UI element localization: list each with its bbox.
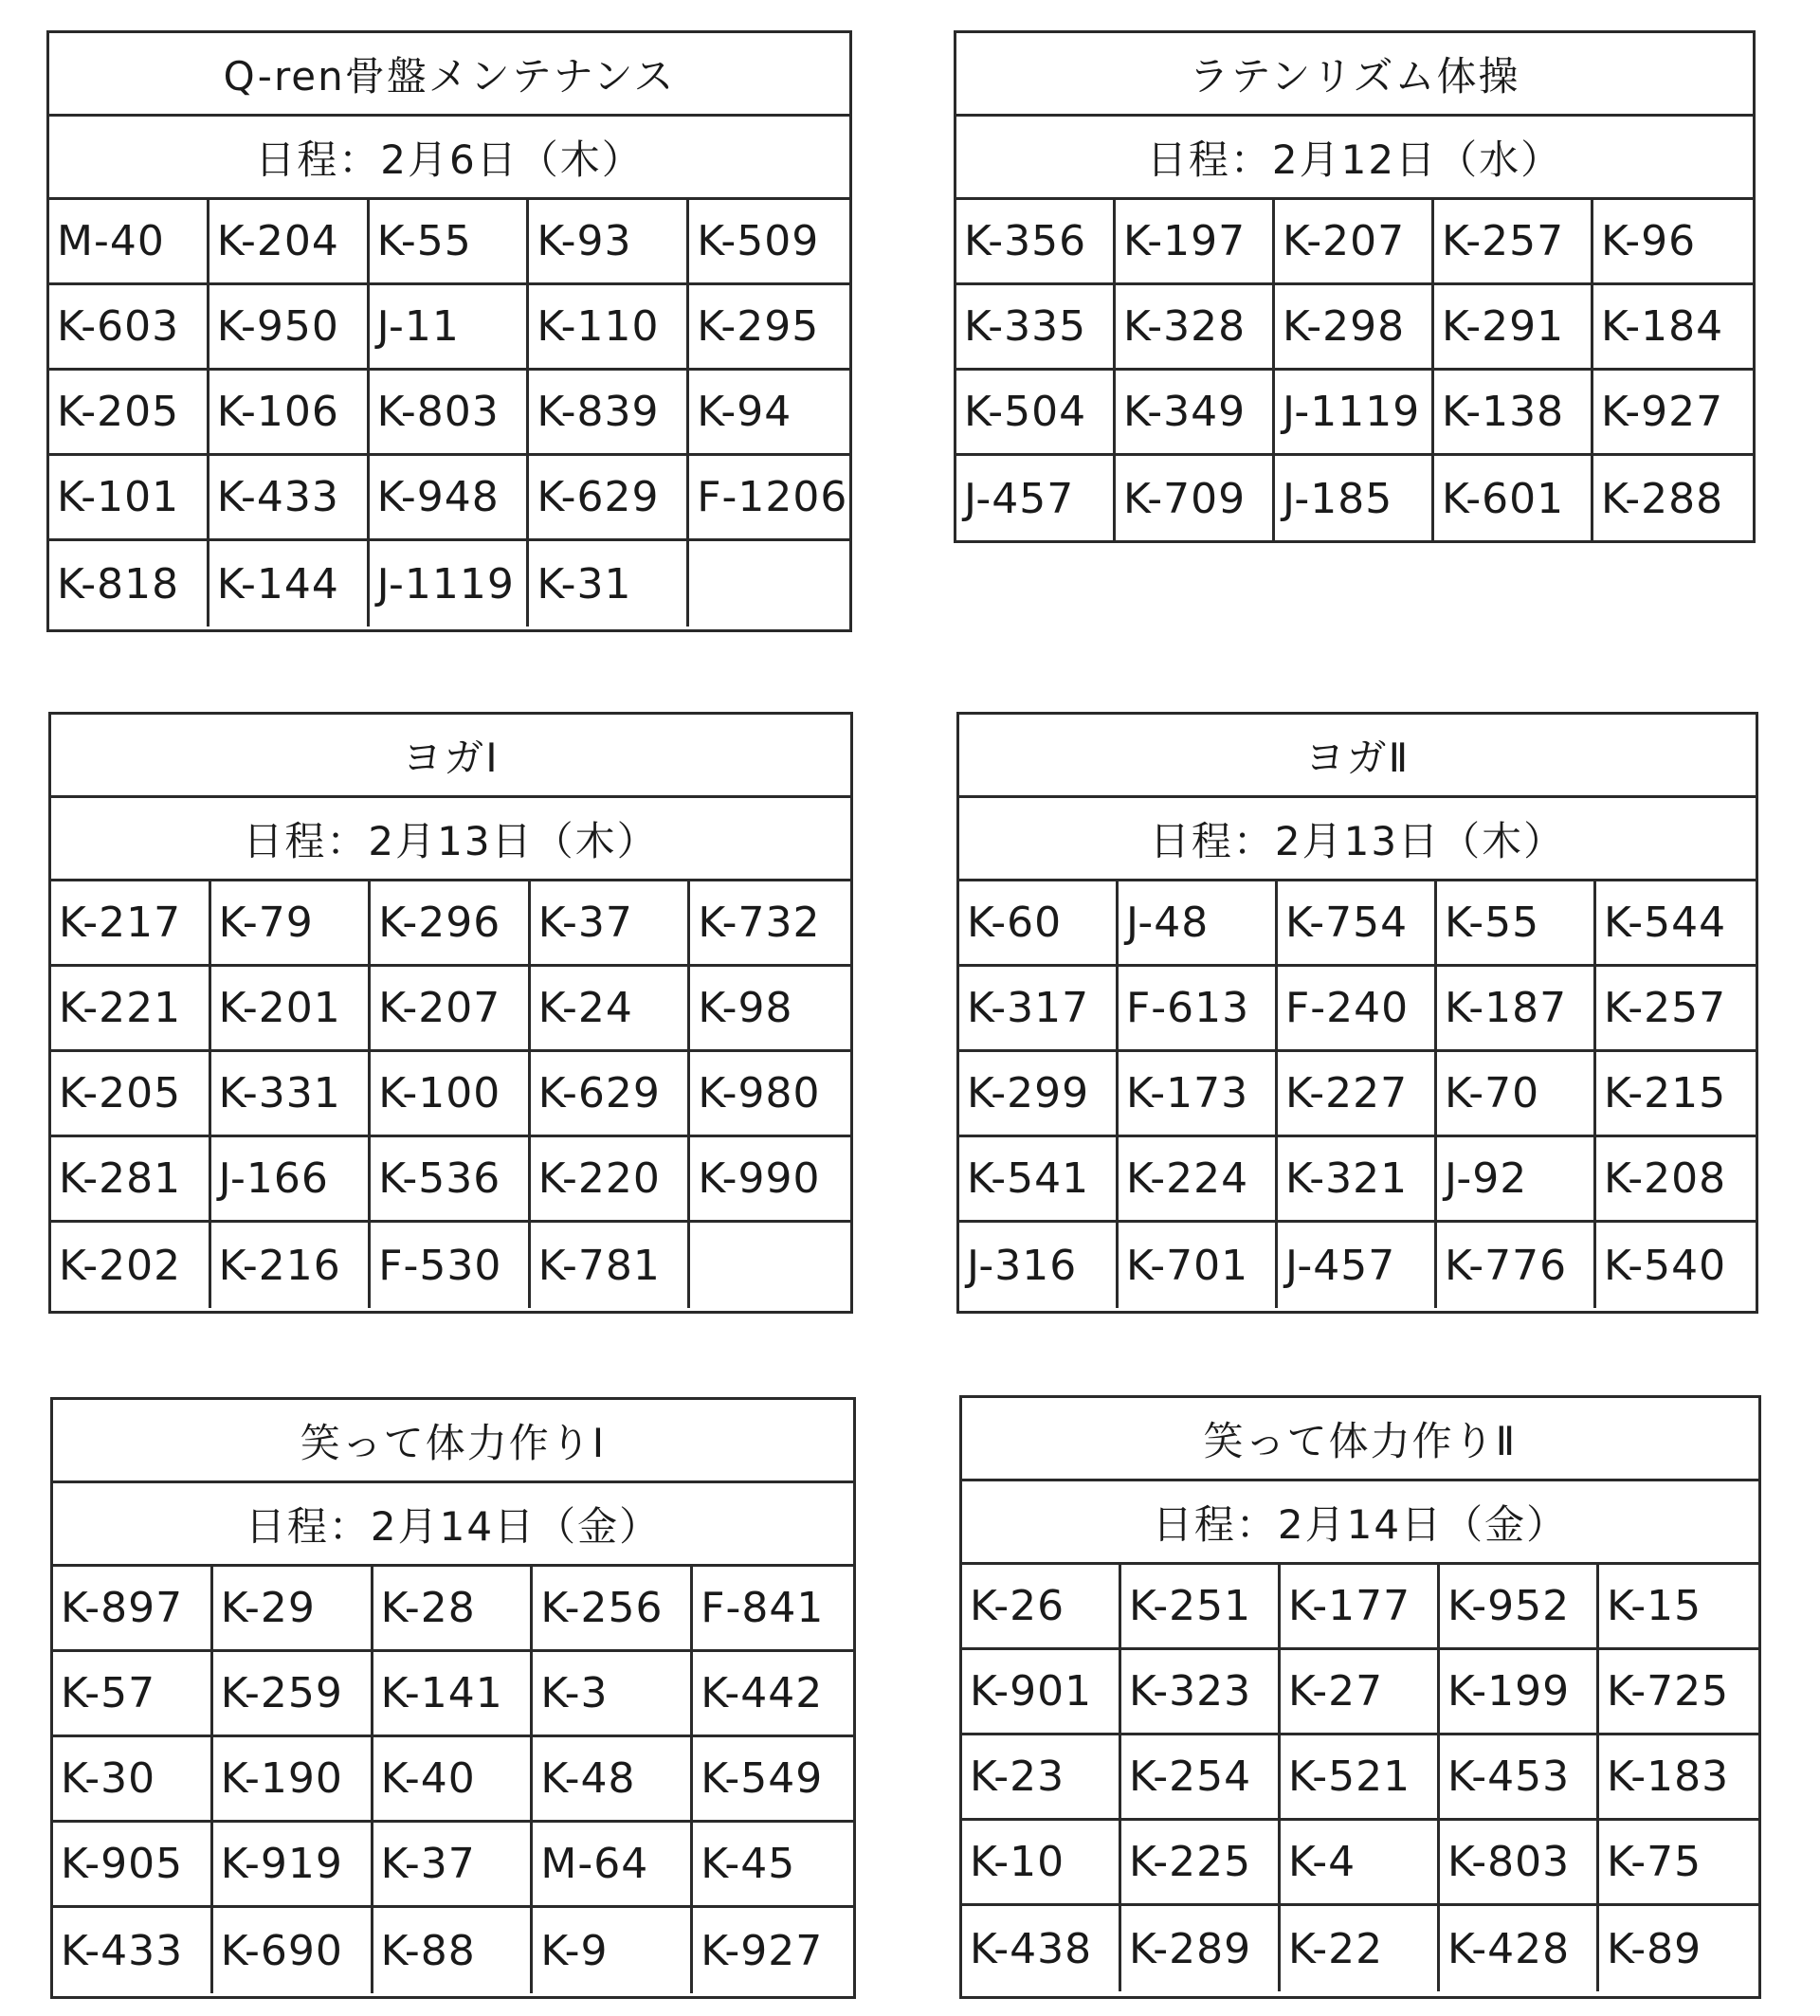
table-cell: K-70: [1437, 1052, 1596, 1137]
id-grid: [962, 1565, 1758, 1991]
table-cell: J-457: [956, 456, 1116, 541]
table-cell: K-187: [1437, 967, 1596, 1052]
table-cell: K-299: [959, 1052, 1119, 1137]
table-cell: F-240: [1278, 967, 1437, 1052]
table-cell: K-323: [1121, 1650, 1281, 1735]
table-cell: K-781: [531, 1223, 691, 1308]
table-cell: K-709: [1116, 456, 1275, 541]
schedule-table-latin-rhythm: [954, 30, 1756, 543]
table-cell: J-11: [370, 285, 530, 371]
table-cell: K-331: [211, 1052, 372, 1137]
table-cell: F-613: [1119, 967, 1278, 1052]
id-grid: [49, 200, 849, 627]
table-cell: K-4: [1281, 1821, 1440, 1906]
table-cell: K-55: [1437, 881, 1596, 967]
table-cell: K-40: [373, 1737, 534, 1823]
table-cell: K-725: [1599, 1650, 1758, 1735]
table-cell: K-216: [211, 1223, 372, 1308]
table-cell: K-205: [49, 371, 209, 456]
table-cell: K-521: [1281, 1735, 1440, 1821]
table-cell: K-433: [209, 456, 370, 541]
table-cell: K-629: [531, 1052, 691, 1137]
table-cell: J-166: [211, 1137, 372, 1223]
table-cell: K-288: [1601, 474, 1724, 523]
table-cell: K-48: [533, 1737, 693, 1823]
table-cell: K-204: [209, 200, 370, 285]
table-cell: K-544: [1596, 881, 1756, 967]
table-cell: K-60: [959, 881, 1119, 967]
schedule-table-laugh-fitness-2: [959, 1395, 1761, 1999]
table-schedule: 日程：2月14日（金）: [53, 1483, 853, 1567]
table-cell: K-927: [701, 1926, 824, 1975]
table-cell: K-31: [529, 541, 689, 627]
table-cell: K-89: [1607, 1924, 1702, 1973]
table-cell: K-96: [1593, 200, 1753, 285]
table-cell: K-37: [531, 881, 691, 967]
table-cell: K-220: [531, 1137, 691, 1223]
table-cell: K-197: [1116, 200, 1275, 285]
table-cell: [690, 1223, 850, 1308]
table-cell: K-138: [1434, 371, 1593, 456]
schedule-table-laugh-fitness-1: [50, 1397, 856, 1999]
table-cell: K-919: [213, 1823, 373, 1908]
table-cell: K-927: [1593, 371, 1753, 456]
table-cell: K-30: [53, 1737, 213, 1823]
table-cell: F-1206: [689, 456, 849, 541]
table-cell: K-980: [690, 1052, 850, 1137]
table-cell: K-227: [1278, 1052, 1437, 1137]
table-cell: K-184: [1593, 285, 1753, 371]
table-cell: K-839: [529, 371, 689, 456]
table-cell: K-3: [533, 1652, 693, 1737]
table-cell: K-23: [962, 1735, 1121, 1821]
table-cell: K-26: [962, 1565, 1121, 1650]
table-cell: K-100: [371, 1052, 531, 1137]
table-cell: K-202: [51, 1223, 211, 1308]
table-cell: K-10: [962, 1821, 1121, 1906]
table-title: Q-ren骨盤メンテナンス: [49, 33, 849, 117]
table-cell: K-225: [1121, 1821, 1281, 1906]
table-cell: K-952: [1440, 1565, 1599, 1650]
table-cell: K-291: [1434, 285, 1593, 371]
table-cell: K-321: [1278, 1137, 1437, 1223]
schedule-table-yoga-2: [956, 712, 1758, 1314]
table-cell: K-15: [1599, 1565, 1758, 1650]
table-cell: K-950: [209, 285, 370, 371]
table-cell: K-540: [1604, 1241, 1727, 1290]
table-cell: K-256: [533, 1567, 693, 1652]
table-cell: J-92: [1437, 1137, 1596, 1223]
schedule-table-qren: [46, 30, 852, 632]
table-cell: K-177: [1281, 1565, 1440, 1650]
table-title: 笑って体力作りⅠ: [53, 1400, 853, 1483]
table-schedule: 日程：2月13日（木）: [959, 798, 1756, 881]
table-cell: K-295: [689, 285, 849, 371]
table-cell: K-221: [51, 967, 211, 1052]
table-schedule: 日程：2月14日（金）: [962, 1481, 1758, 1565]
table-schedule: 日程：2月6日（木）: [49, 117, 849, 200]
table-cell: K-442: [693, 1652, 853, 1737]
table-cell: K-541: [959, 1137, 1119, 1223]
table-cell: K-254: [1121, 1735, 1281, 1821]
table-cell: K-207: [371, 967, 531, 1052]
table-cell: K-601: [1434, 456, 1593, 541]
table-cell: K-94: [689, 371, 849, 456]
table-schedule: 日程：2月13日（木）: [51, 798, 850, 881]
table-title: 笑って体力作りⅡ: [962, 1398, 1758, 1481]
table-cell: K-453: [1440, 1735, 1599, 1821]
table-cell: K-110: [529, 285, 689, 371]
table-title: ラテンリズム体操: [956, 33, 1753, 117]
table-cell: K-37: [373, 1823, 534, 1908]
table-cell: K-690: [213, 1908, 373, 1993]
table-title: ヨガⅡ: [959, 715, 1756, 798]
id-grid: [956, 200, 1753, 541]
table-cell: K-257: [1596, 967, 1756, 1052]
table-schedule: 日程：2月12日（水）: [956, 117, 1753, 200]
table-cell: K-317: [959, 967, 1119, 1052]
table-cell: K-207: [1275, 200, 1434, 285]
schedule-table-yoga-1: [48, 712, 853, 1314]
table-cell: K-509: [689, 200, 849, 285]
table-cell: K-259: [213, 1652, 373, 1737]
table-cell: K-818: [49, 541, 209, 627]
id-grid: [51, 881, 850, 1308]
table-cell: K-905: [53, 1823, 213, 1908]
table-cell: K-106: [209, 371, 370, 456]
table-cell: K-28: [373, 1567, 534, 1652]
table-cell: K-98: [690, 967, 850, 1052]
table-cell: K-141: [373, 1652, 534, 1737]
table-cell: M-40: [49, 200, 209, 285]
table-cell: K-629: [529, 456, 689, 541]
table-cell: M-64: [533, 1823, 693, 1908]
table-cell: K-199: [1440, 1650, 1599, 1735]
id-grid: [53, 1567, 853, 1993]
table-cell: K-428: [1440, 1906, 1599, 1991]
table-cell: J-1119: [1275, 371, 1434, 456]
table-cell: K-754: [1278, 881, 1437, 967]
table-cell: K-215: [1596, 1052, 1756, 1137]
table-cell: K-897: [53, 1567, 213, 1652]
id-grid: [959, 881, 1756, 1308]
table-cell: J-1119: [370, 541, 530, 627]
table-cell: F-530: [371, 1223, 531, 1308]
table-cell: K-349: [1116, 371, 1275, 456]
table-cell: J-48: [1119, 881, 1278, 967]
table-cell: J-185: [1275, 456, 1434, 541]
table-cell: K-732: [690, 881, 850, 967]
table-cell: K-173: [1119, 1052, 1278, 1137]
table-cell: K-504: [956, 371, 1116, 456]
table-cell: K-93: [529, 200, 689, 285]
table-cell: [689, 541, 849, 627]
table-cell: K-901: [962, 1650, 1121, 1735]
table-cell: K-224: [1119, 1137, 1278, 1223]
table-cell: K-536: [371, 1137, 531, 1223]
table-cell: K-9: [533, 1908, 693, 1993]
table-cell: K-438: [962, 1906, 1121, 1991]
table-cell: K-298: [1275, 285, 1434, 371]
table-cell: K-88: [373, 1908, 534, 1993]
table-cell: K-803: [1440, 1821, 1599, 1906]
table-cell: K-296: [371, 881, 531, 967]
table-cell: K-57: [53, 1652, 213, 1737]
table-cell: K-281: [51, 1137, 211, 1223]
table-cell: K-335: [956, 285, 1116, 371]
table-cell: K-257: [1434, 200, 1593, 285]
table-cell: K-603: [49, 285, 209, 371]
table-cell: K-549: [693, 1737, 853, 1823]
table-cell: K-27: [1281, 1650, 1440, 1735]
table-cell: K-201: [211, 967, 372, 1052]
table-cell: K-356: [956, 200, 1116, 285]
table-cell: K-433: [53, 1908, 213, 1993]
table-cell: K-776: [1437, 1223, 1596, 1308]
table-cell: K-45: [693, 1823, 853, 1908]
table-cell: K-75: [1599, 1821, 1758, 1906]
table-cell: K-101: [49, 456, 209, 541]
table-cell: J-457: [1278, 1223, 1437, 1308]
table-cell: K-217: [51, 881, 211, 967]
table-cell: K-990: [690, 1137, 850, 1223]
table-cell: K-803: [370, 371, 530, 456]
table-cell: K-24: [531, 967, 691, 1052]
table-cell: K-183: [1599, 1735, 1758, 1821]
table-title: ヨガⅠ: [51, 715, 850, 798]
table-cell: K-55: [370, 200, 530, 285]
table-cell: K-208: [1596, 1137, 1756, 1223]
table-cell: K-79: [211, 881, 372, 967]
table-cell: K-701: [1119, 1223, 1278, 1308]
table-cell: F-841: [693, 1567, 853, 1652]
table-cell: K-144: [209, 541, 370, 627]
table-cell: K-948: [370, 456, 530, 541]
table-cell: K-328: [1116, 285, 1275, 371]
table-cell: K-22: [1281, 1906, 1440, 1991]
table-cell: K-29: [213, 1567, 373, 1652]
table-cell: K-205: [51, 1052, 211, 1137]
table-cell: K-251: [1121, 1565, 1281, 1650]
table-cell: K-289: [1121, 1906, 1281, 1991]
table-cell: J-316: [959, 1223, 1119, 1308]
table-cell: K-190: [213, 1737, 373, 1823]
